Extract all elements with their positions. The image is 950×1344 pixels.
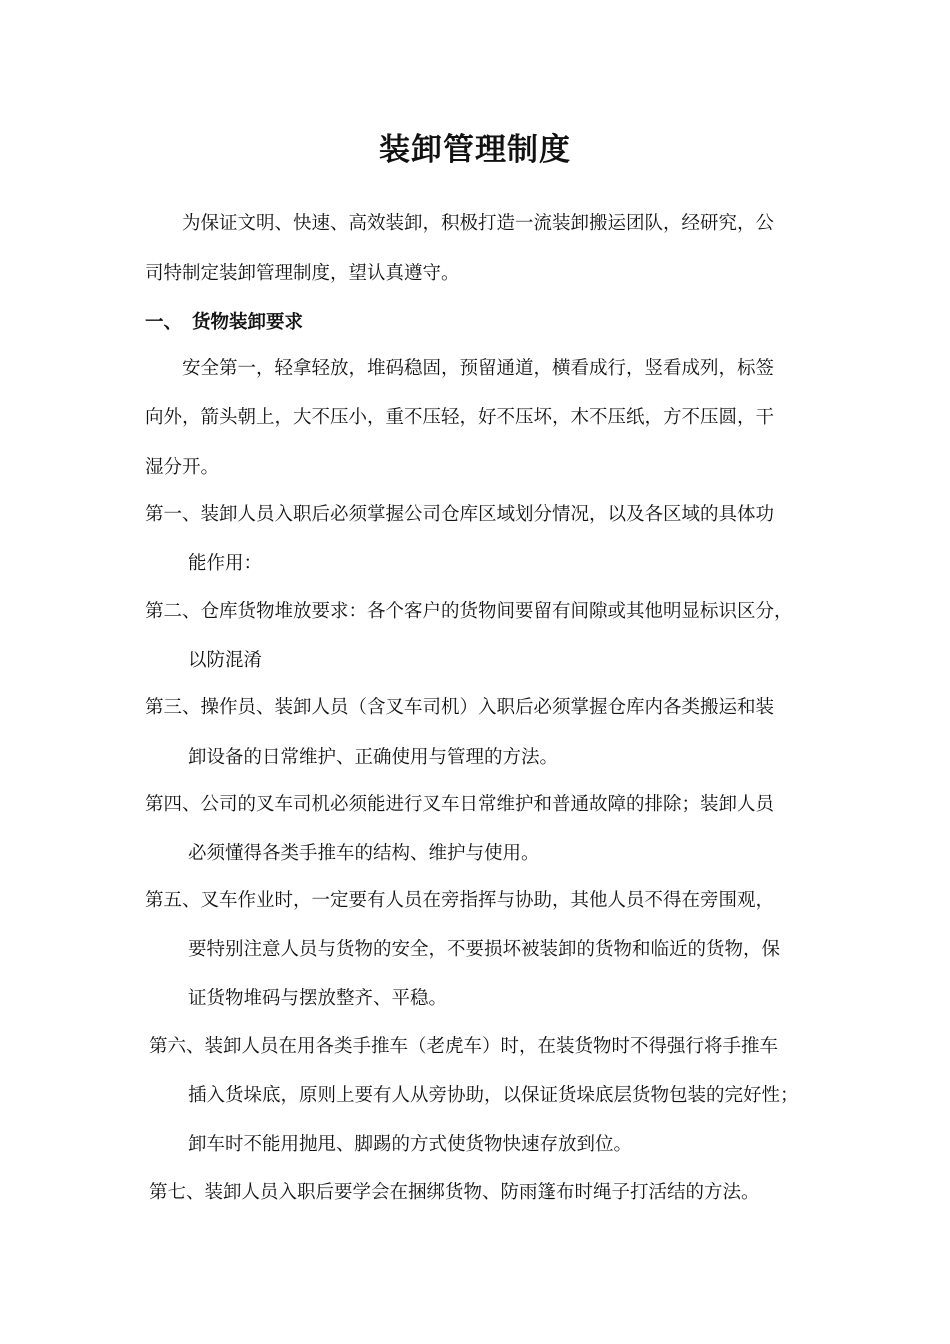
rule-3-line-2: 卸设备的日常维护、正确使用与管理的方法。 [188,747,559,768]
rule-4-line-1: 第四、公司的叉车司机必须能进行叉车日常维护和普通故障的排除；装卸人员 [145,794,775,815]
rule-3-line-1: 第三、操作员、装卸人员（含叉车司机）入职后必须掌握仓库内各类搬运和装 [145,697,775,718]
rule-6-line-1: 第六、装卸人员在用各类手推车（老虎车）时，在装货物时不得强行将手推车 [149,1036,779,1057]
document-title: 装卸管理制度 [379,132,571,168]
rule-4-line-2: 必须懂得各类手推车的结构、维护与使用。 [188,843,540,864]
intro-line-2: 司特制定装卸管理制度，望认真遵守。 [145,263,460,284]
rule-7-line-1: 第七、装卸人员入职后要学会在捆绑货物、防雨篷布时绳子打活结的方法。 [149,1182,760,1203]
section-heading: 货物装卸要求 [192,312,304,333]
principle-line-1: 安全第一，轻拿轻放，堆码稳固，预留通道，横看成行，竖看成列，标签 [182,358,775,379]
rule-2-line-1: 第二、仓库货物堆放要求：各个客户的货物间要留有间隙或其他明显标识区分， [145,601,793,622]
principle-line-3: 湿分开。 [145,457,220,478]
rule-5-line-3: 证货物堆码与摆放整齐、平稳。 [188,988,448,1009]
section-number: 一、 [145,312,183,333]
rule-2-line-2: 以防混淆 [188,650,263,671]
rule-1-line-1: 第一、装卸人员入职后必须掌握公司仓库区域划分情况，以及各区域的具体功 [145,504,775,525]
rule-5-line-1: 第五、叉车作业时，一定要有人员在旁指挥与协助，其他人员不得在旁围观， [145,890,775,911]
rule-6-line-2: 插入货垛底，原则上要有人从旁协助，以保证货垛底层货物包装的完好性； [188,1085,799,1106]
intro-line-1: 为保证文明、快速、高效装卸，积极打造一流装卸搬运团队，经研究，公 [182,213,775,234]
rule-6-line-3: 卸车时不能用抛甩、脚踢的方式使货物快速存放到位。 [188,1134,633,1155]
principle-line-2: 向外，箭头朝上，大不压小，重不压轻，好不压坏，木不压纸，方不压圆，干 [145,407,775,428]
rule-5-line-2: 要特别注意人员与货物的安全，不要损坏被装卸的货物和临近的货物，保 [188,939,781,960]
rule-1-line-2: 能作用： [188,553,263,574]
